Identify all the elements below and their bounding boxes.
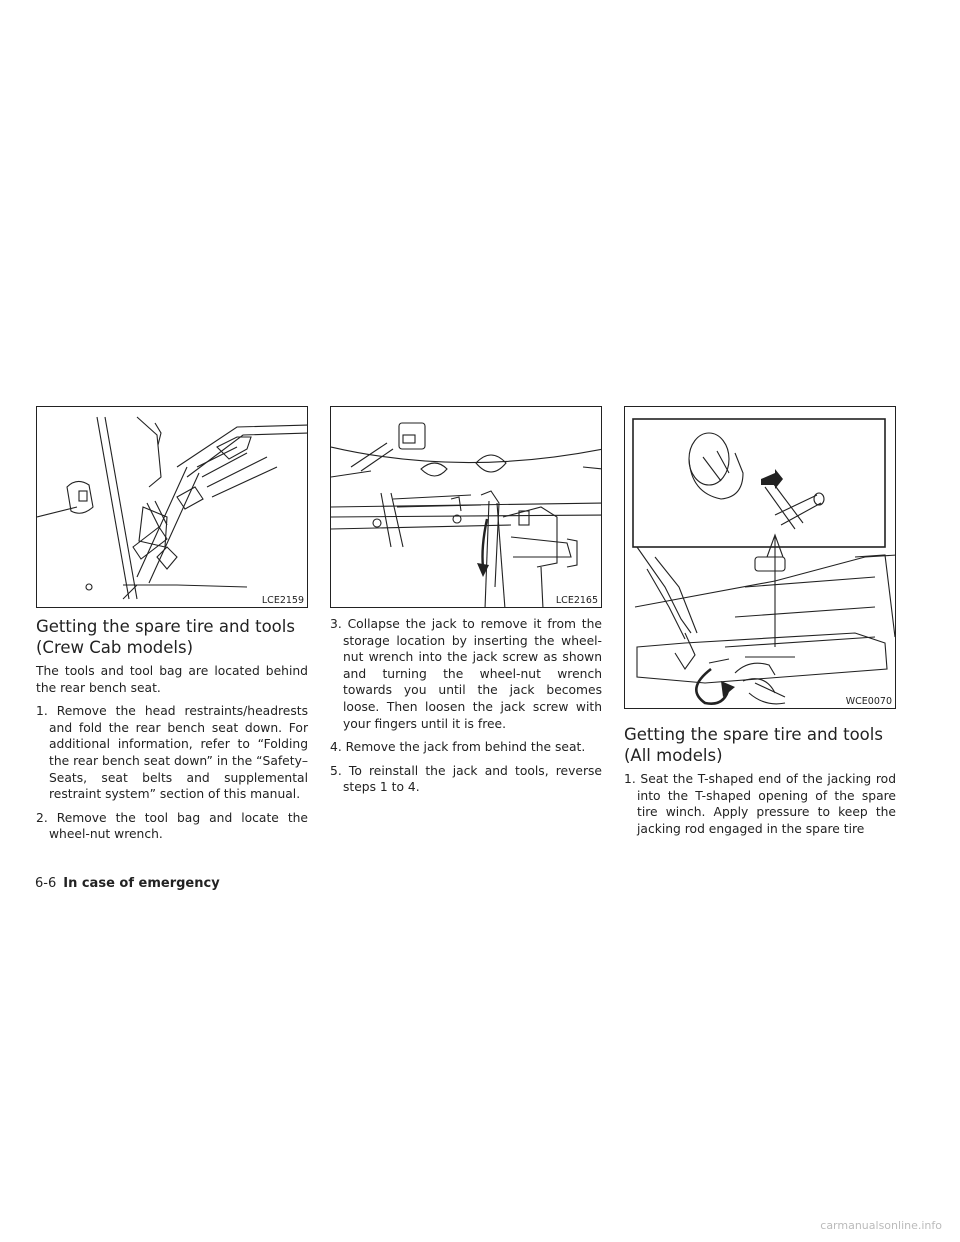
figure-code-label: LCE2165 xyxy=(555,595,598,606)
step-item: 1. Remove the head restraints/headrests and fold the rear bench seat down. For additional information, refer to “Folding the rear bench seat down” in the “Safety–Seats, seat belts and supplemental restraint system” section of this manual. xyxy=(36,704,308,802)
figure-jack-behind-seat xyxy=(36,406,308,608)
intro-paragraph: The tools and tool bag are located behind the rear bench seat. xyxy=(36,664,308,695)
heading-line: Getting the spare tire and tools xyxy=(624,725,883,744)
illustration-jack-wrench xyxy=(331,407,602,608)
figure-jack-wrench xyxy=(330,406,602,608)
figure-code-label: LCE2159 xyxy=(261,595,304,606)
heading-line: Getting the spare tire and tools xyxy=(36,617,295,636)
step-item: 4. Remove the jack from behind the seat. xyxy=(330,740,586,755)
page-number: 6-6 xyxy=(35,876,57,891)
figure-code-label: WCE0070 xyxy=(845,696,892,707)
illustration-jacking-rod-winch xyxy=(625,407,896,709)
page-footer xyxy=(35,876,220,891)
step-item: 2. Remove the tool bag and locate the wheel-nut wrench. xyxy=(36,810,308,842)
chapter-title: In case of emergency xyxy=(63,876,220,891)
watermark-text: carmanualsonline.info xyxy=(820,1219,942,1232)
column-middle xyxy=(330,616,602,796)
step-item: 1. Seat the T-shaped end of the jacking rod into the T-shaped opening of the spare tire winch. Apply pressure to keep the jacking rod engaged in the spare tire xyxy=(624,772,896,836)
heading-line: (Crew Cab models) xyxy=(36,638,194,657)
section-heading-crew-cab xyxy=(36,616,316,658)
section-heading-all-models xyxy=(624,724,904,766)
illustration-jack-behind-seat xyxy=(37,407,308,608)
column-right xyxy=(624,771,896,837)
heading-line: (All models) xyxy=(624,746,723,765)
step-item: 5. To reinstall the jack and tools, reverse steps 1 to 4. xyxy=(330,763,602,795)
figure-jacking-rod-winch xyxy=(624,406,896,709)
step-item: 3. Collapse the jack to remove it from the storage location by inserting the wheel-nut wrench into the jack screw as shown and turning the wheel-nut wrench towards you until the jack becomes loose. Then loosen the jack screw with your fingers until it is free. xyxy=(330,617,602,731)
column-left xyxy=(36,663,308,843)
